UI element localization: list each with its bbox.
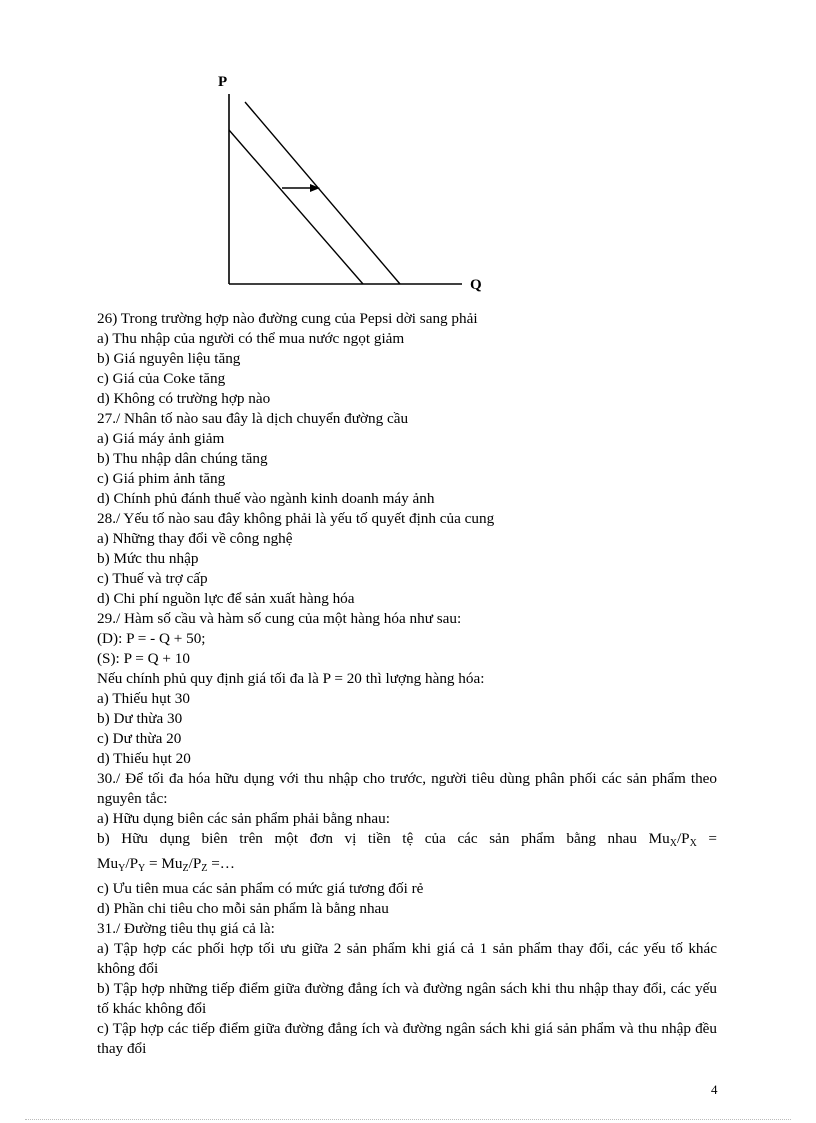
page-number: 4 (711, 1082, 718, 1097)
question-stem: 30./ Để tối đa hóa hữu dụng với thu nhập cho trước, người tiêu dùng phân phối các sản phẩm theo nguyên tắc: (97, 770, 717, 807)
answer-option: c) Dư thừa 20 (97, 730, 182, 747)
supply-function: (S): P = Q + 10 (97, 650, 190, 667)
question-stem: 27./ Nhân tố nào sau đây là dịch chuyển đường cầu (97, 410, 409, 427)
answer-option: a) Thu nhập của người có thể mua nước ngọt giảm (97, 330, 405, 347)
question-text (97, 309, 717, 1059)
answer-option: a) Tập hợp các phối hợp tối ưu giữa 2 sản phẩm khi giá cả 1 sản phẩm thay đổi, các yếu tố khác không đổi (97, 940, 717, 977)
shifted-curve (245, 102, 400, 284)
question-31 (97, 919, 717, 1059)
question-stem: 26) Trong trường hợp nào đường cung của Pepsi dời sang phải (97, 310, 478, 327)
answer-option: b) Tập hợp những tiếp điểm giữa đường đẳng ích và đường ngân sách khi thu nhập thay đổi, các yếu tố khác không đổi (97, 980, 717, 1017)
answer-option: b) Thu nhập dân chúng tăng (97, 450, 268, 467)
question-29 (97, 609, 717, 769)
graph-svg (200, 70, 500, 300)
question-condition: Nếu chính phủ quy định giá tối đa là P = 20 thì lượng hàng hóa: (97, 670, 485, 687)
answer-option: d) Chi phí nguồn lực để sản xuất hàng hóa (97, 590, 355, 607)
answer-option-b (97, 829, 717, 879)
question-28 (97, 509, 717, 609)
answer-option: c) Giá phim ảnh tăng (97, 470, 226, 487)
answer-option: c) Giá của Coke tăng (97, 370, 226, 387)
question-27 (97, 409, 717, 509)
answer-option: c) Tập hợp các tiếp điểm giữa đường đẳng ích và đường ngân sách khi giá sản phẩm và thu nhập đều thay đổi (97, 1020, 717, 1057)
footer-divider (25, 1119, 791, 1120)
answer-option: a) Những thay đổi về công nghệ (97, 530, 293, 547)
demand-function: (D): P = - Q + 50; (97, 630, 206, 647)
question-26 (97, 309, 717, 409)
y-axis-label: P (218, 74, 228, 90)
supply-shift-figure (200, 70, 500, 300)
answer-option: b) Mức thu nhập (97, 550, 199, 567)
answer-option: a) Giá máy ảnh giảm (97, 430, 225, 447)
answer-option: d) Không có trường hợp nào (97, 390, 271, 407)
question-stem: 31./ Đường tiêu thụ giá cả là: (97, 920, 275, 937)
answer-option-b-line1: b) Hữu dụng biên trên một đơn vị tiền tệ của các sản phẩm bằng nhau $Mu_X/P_X$ = (97, 830, 717, 849)
answer-option: b) Giá nguyên liệu tăng (97, 350, 241, 367)
answer-option: d) Thiếu hụt 20 (97, 750, 191, 767)
answer-option: b) Dư thừa 30 (97, 710, 183, 727)
answer-option: a) Hữu dụng biên các sản phẩm phải bằng nhau: (97, 810, 390, 827)
question-stem: 28./ Yếu tố nào sau đây không phải là yếu tố quyết định của cung (97, 510, 495, 527)
x-axis-label: Q (470, 277, 482, 293)
answer-option-b-line2: $Mu_Y/P_Y = Mu_Z/P_Z$ =… (97, 855, 235, 874)
original-curve (229, 130, 363, 284)
answer-option: d) Phần chi tiêu cho mỗi sản phẩm là bằng nhau (97, 900, 389, 917)
question-30 (97, 769, 717, 919)
answer-option: a) Thiếu hụt 30 (97, 690, 190, 707)
answer-option: c) Thuế và trợ cấp (97, 570, 208, 587)
question-stem: 29./ Hàm số cầu và hàm số cung của một hàng hóa như sau: (97, 610, 462, 627)
answer-option: d) Chính phủ đánh thuế vào ngành kinh doanh máy ảnh (97, 490, 435, 507)
answer-option: c) Ưu tiên mua các sản phẩm có mức giá tương đối rẻ (97, 880, 424, 897)
